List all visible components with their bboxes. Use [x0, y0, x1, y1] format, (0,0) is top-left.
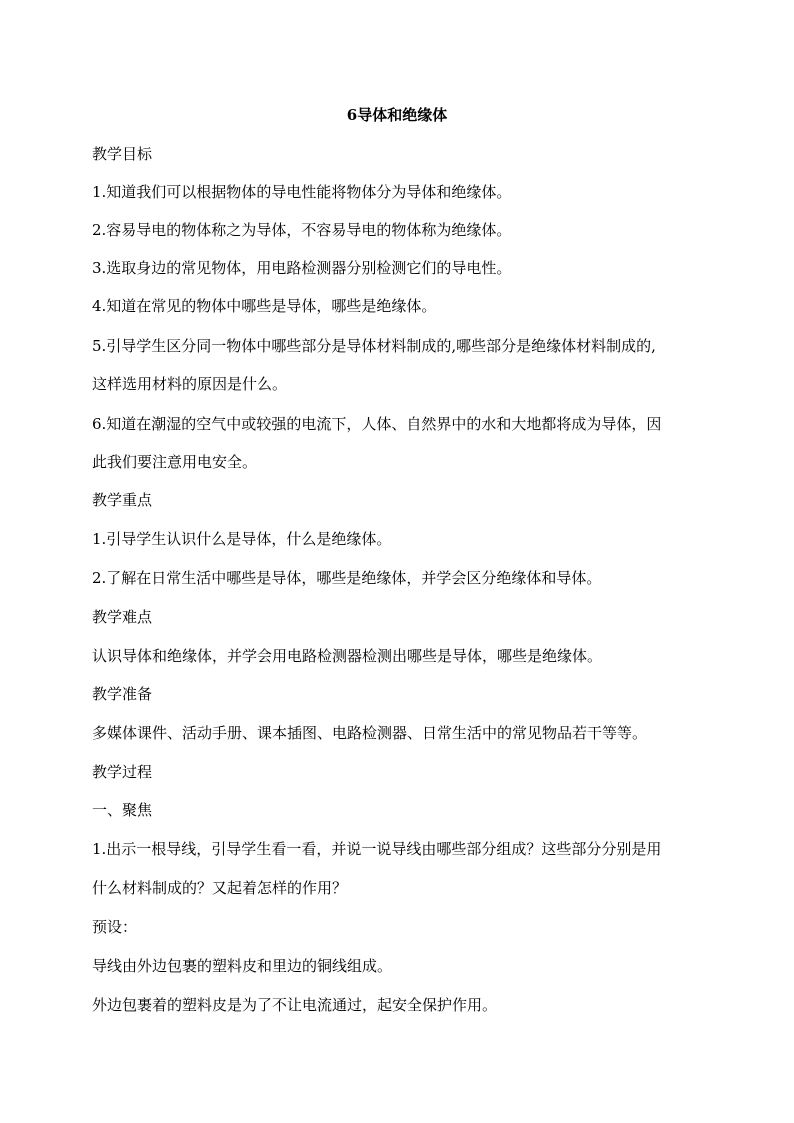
objective-item-6: 6.知道在潮湿的空气中或较强的电流下，人体、自然界中的水和大地都将成为导体，因	[92, 415, 662, 433]
objective-item-4: 4.知道在常见的物体中哪些是导体，哪些是绝缘体。	[92, 297, 437, 315]
preset-answer-2: 外边包裹着的塑料皮是为了不让电流通过，起安全保护作用。	[92, 996, 498, 1014]
key-point-item-1: 1.引导学生认识什么是导体，什么是绝缘体。	[92, 530, 392, 548]
key-point-item-2: 2.了解在日常生活中哪些是导体，哪些是绝缘体，并学会区分绝缘体和导体。	[92, 569, 602, 587]
objective-item-2: 2.容易导电的物体称之为导体，不容易导电的物体称为绝缘体。	[92, 221, 512, 239]
section-heading-preparation: 教学准备	[92, 685, 153, 703]
preset-answer-1: 导线由外边包裹的塑料皮和里边的铜线组成。	[92, 957, 393, 975]
subsection-heading-focus: 一、聚焦	[92, 801, 153, 819]
objective-item-5-cont: 这样选用材料的原因是什么。	[92, 375, 288, 393]
preparation-text: 多媒体课件、活动手册、课本插图、电路检测器、日常生活中的常见物品若干等等。	[92, 724, 648, 742]
section-heading-key-points: 教学重点	[92, 491, 153, 509]
objective-item-5: 5.引导学生区分同一物体中哪些部分是导体材料制成的,哪些部分是绝缘体材料制成的,	[92, 337, 656, 355]
document-title: 6导体和绝缘体	[346, 106, 448, 124]
objective-item-3: 3.选取身边的常见物体，用电路检测器分别检测它们的导电性。	[92, 259, 512, 277]
preset-label: 预设：	[92, 918, 138, 936]
difficulty-text: 认识导体和绝缘体，并学会用电路检测器检测出哪些是导体，哪些是绝缘体。	[92, 647, 603, 665]
section-heading-process: 教学过程	[92, 763, 153, 781]
section-heading-objectives: 教学目标	[92, 145, 153, 163]
objective-item-6-cont: 此我们要注意用电安全。	[92, 453, 258, 471]
process-item-1-cont: 什么材料制成的？又起着怎样的作用？	[92, 879, 348, 897]
process-item-1: 1.出示一根导线，引导学生看一看，并说一说导线由哪些部分组成？这些部分分别是用	[92, 840, 662, 858]
section-heading-difficulties: 教学难点	[92, 608, 153, 626]
objective-item-1: 1.知道我们可以根据物体的导电性能将物体分为导体和绝缘体。	[92, 183, 512, 201]
